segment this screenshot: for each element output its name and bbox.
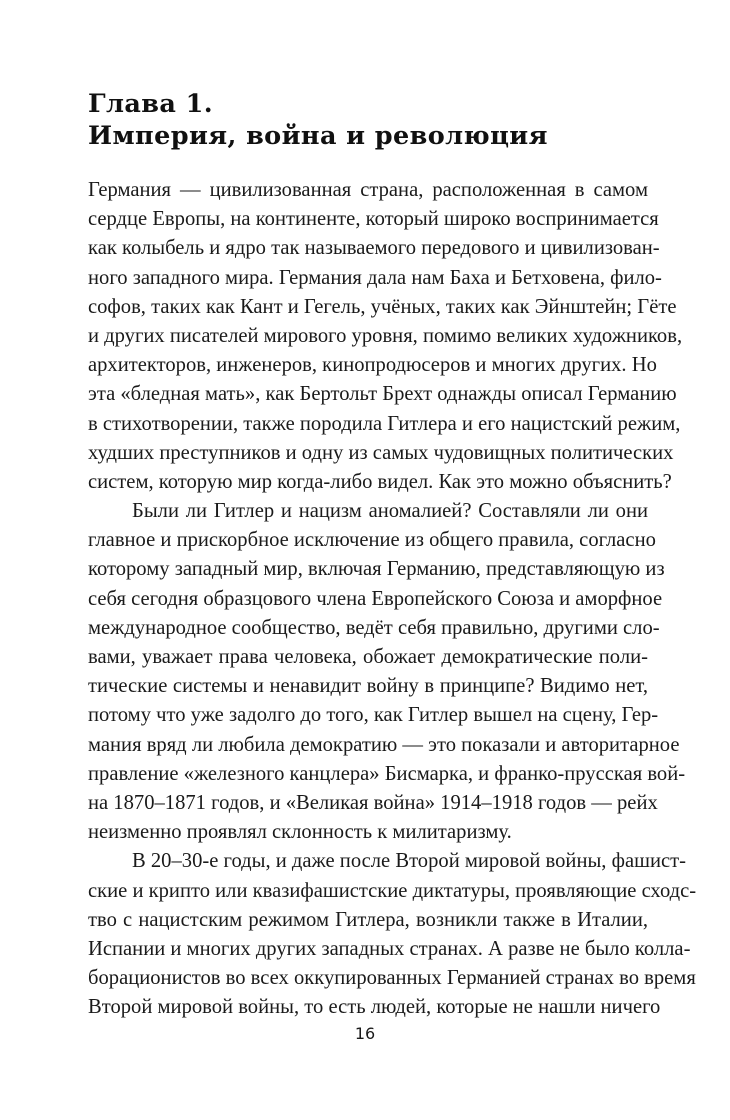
text-line: мания вряд ли любила демократию — это показали и авторитарное: [88, 733, 680, 756]
text-line: вами, уважает права человека, обожает демократические поли-: [88, 646, 648, 668]
text-line: архитекторов, инженеров, кинопродюсеров и многих других. Но: [88, 354, 657, 377]
text-line: которому западный мир, включая Германию, представляющую из: [88, 558, 665, 581]
text-line: правление «железного канцлера» Бисмарка, и франко-прусская вой-: [88, 762, 686, 785]
text-line: худших преступников и одну из самых чудовищных политических: [88, 441, 674, 464]
text-line: потому что уже задолго до того, как Гитлер вышел на сцену, Гер-: [88, 704, 659, 727]
text-line: себя сегодня образцового члена Европейского Союза и аморфное: [88, 587, 663, 610]
paragraph: [88, 847, 697, 1022]
text-line: неизменно проявлял склонность к милитаризму.: [88, 821, 512, 844]
text-line: на 1870–1871 годов, и «Великая война» 1914–1918 годов — рейх: [88, 791, 658, 814]
text-line: В 20–30-е годы, и даже после Второй мировой войны, фашист-: [132, 850, 686, 873]
chapter-heading: [88, 88, 648, 152]
text-line: ного западного мира. Германия дала нам Баха и Бетховена, фило-: [88, 266, 662, 289]
paragraph: [88, 176, 683, 497]
text-line: международное сообщество, ведёт себя правильно, другими сло-: [88, 616, 660, 639]
text-line: Германия — цивилизованная страна, расположенная в самом: [88, 179, 648, 201]
text-line: как колыбель и ядро так называемого передового и цивилизован-: [88, 237, 660, 260]
text-line: тические системы и ненавидит войну в принципе? Видимо нет,: [88, 675, 648, 698]
page-number: 16: [354, 1024, 376, 1043]
text-line: Второй мировой войны, то есть людей, которые не нашли ничего: [88, 996, 661, 1019]
text-line: тво с нацистским режимом Гитлера, возникли также в Италии,: [88, 908, 648, 931]
text-line: софов, таких как Кант и Гегель, учёных, таких как Эйнштейн; Гёте: [88, 295, 677, 318]
body-text: [88, 176, 697, 1022]
text-line: и других писателей мирового уровня, помимо великих художников,: [88, 324, 683, 347]
chapter-title: Империя, война и революция: [88, 121, 548, 151]
paragraph: [88, 497, 686, 847]
text-line: борационистов во всех оккупированных Германией странах во время: [88, 967, 696, 990]
text-line: ские и крипто или квазифашистские диктатуры, проявляющие сходс-: [88, 879, 697, 902]
text-line: Испании и многих других западных странах. А разве не было колла-: [88, 937, 691, 960]
text-line: в стихотворении, также породила Гитлера и его нацистский режим,: [88, 412, 681, 435]
text-line: эта «бледная мать», как Бертольт Брехт однажды описал Германию: [88, 383, 677, 406]
text-line: систем, которую мир когда-либо видел. Как это можно объяснить?: [88, 470, 672, 493]
text-line: Были ли Гитлер и нацизм аномалией? Составляли ли они: [132, 500, 648, 523]
chapter-number: Глава 1.: [88, 89, 214, 119]
text-line: сердце Европы, на континенте, который широко воспринимается: [88, 208, 659, 231]
text-line: главное и прискорбное исключение из общего правила, согласно: [88, 529, 656, 552]
